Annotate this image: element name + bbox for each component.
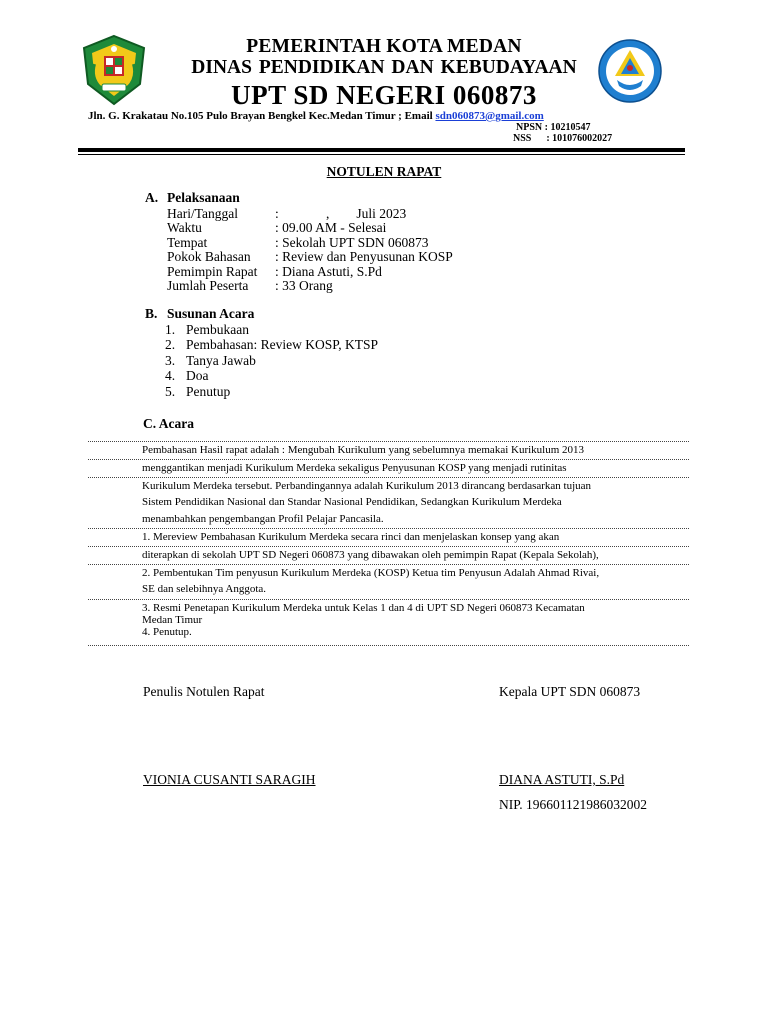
dotted-rule: [88, 459, 689, 460]
agenda-number: 1.: [165, 322, 176, 337]
npsn-number: NPSN : 10210547: [516, 122, 591, 133]
principal-nip: NIP. 196601121986032002: [499, 797, 648, 812]
section-a-heading: [145, 190, 240, 206]
detail-row: [167, 278, 333, 294]
minutes-line: Medan Timur: [142, 614, 203, 626]
notetaker-role: Penulis Notulen Rapat: [143, 684, 265, 699]
minutes-line: diterapkan di sekolah UPT SD Negeri 060873 yang dibawakan oleh pemimpin Rapat (Kepala Sekolah),: [142, 549, 599, 561]
dotted-rule: [88, 477, 689, 478]
detail-label: Hari/Tanggal: [167, 206, 239, 221]
detail-value: : 33 Orang: [275, 278, 333, 293]
agenda-item: [165, 337, 378, 353]
dotted-rule: [88, 441, 689, 442]
detail-row: [167, 249, 453, 265]
detail-value: : , Juli 2023: [275, 206, 407, 221]
agenda-text: Pembukaan: [186, 322, 249, 337]
detail-label: Waktu: [167, 220, 202, 235]
minutes-line: Sistem Pendidikan Nasional dan Standar Nasional Pendidikan, Sedangkan Kurikulum Merdeka: [142, 496, 562, 508]
minutes-line: 3. Resmi Penetapan Kurikulum Merdeka untuk Kelas 1 dan 4 di UPT SD Negeri 060873 Kecamatan: [142, 602, 585, 614]
detail-value: : Sekolah UPT SDN 060873: [275, 235, 429, 250]
dotted-rule: [88, 528, 689, 529]
agenda-text: Penutup: [186, 384, 231, 399]
agenda-item: [165, 368, 209, 384]
dotted-rule: [88, 599, 689, 600]
detail-label: Jumlah Peserta: [167, 278, 249, 293]
minutes-line: Kurikulum Merdeka tersebut. Perbandingannya adalah Kurikulum 2013 dirancang berdasarkan tujuan: [142, 480, 592, 492]
minutes-line: 4. Penutup.: [142, 626, 192, 638]
document-title: NOTULEN RAPAT: [326, 164, 442, 179]
detail-label: Tempat: [167, 235, 208, 250]
school-address: [88, 110, 544, 122]
agenda-number: 5.: [165, 384, 176, 399]
principal-role: Kepala UPT SDN 060873: [499, 684, 641, 699]
section-b-title: Susunan Acara: [167, 306, 255, 321]
section-b-heading: [145, 306, 254, 322]
section-b-letter: B.: [145, 306, 158, 321]
detail-value: : 09.00 AM - Selesai: [275, 220, 387, 235]
agenda-number: 4.: [165, 368, 176, 383]
email-link[interactable]: sdn060873@gmail.com: [435, 110, 544, 122]
detail-row: [167, 220, 386, 236]
agenda-number: 3.: [165, 353, 176, 368]
agenda-text: Pembahasan: Review KOSP, KTSP: [186, 337, 378, 352]
minutes-line: menggantikan menjadi Kurikulum Merdeka sekaligus Penyusunan KOSP yang menjadi rutinitas: [142, 462, 567, 474]
dotted-rule: [88, 564, 689, 565]
dotted-rule: [88, 645, 689, 646]
header-divider-thin: [78, 154, 685, 155]
minutes-line: SE dan selebihnya Anggota.: [142, 583, 267, 595]
minutes-line: 1. Mereview Pembahasan Kurikulum Merdeka secara rinci dan menjelaskan konsep yang akan: [142, 531, 560, 543]
minutes-line: 2. Pembentukan Tim penyusun Kurikulum Merdeka (KOSP) Ketua tim Penyusun Adalah Ahmad Rivai,: [142, 567, 600, 579]
school-name: UPT SD NEGERI 060873: [231, 80, 537, 110]
agenda-item: [165, 384, 230, 400]
dotted-rule: [88, 546, 689, 547]
section-a-letter: A.: [145, 190, 159, 205]
detail-label: Pokok Bahasan: [167, 249, 251, 264]
agenda-text: Tanya Jawab: [186, 353, 256, 368]
agenda-text: Doa: [186, 368, 209, 383]
principal-name: DIANA ASTUTI, S.Pd: [499, 772, 625, 787]
minutes-line: menambahkan pengembangan Profil Pelajar Pancasila.: [142, 513, 384, 525]
tut-wuri-handayani-logo: [597, 38, 663, 104]
agenda-number: 2.: [165, 337, 176, 352]
detail-value: : Review dan Penyusunan KOSP: [275, 249, 453, 264]
section-c-heading: C. Acara: [143, 416, 194, 431]
department-name: DINAS PENDIDIKAN DAN KEBUDAYAAN: [191, 57, 577, 78]
address-text: Jln. G. Krakatau No.105 Pulo Brayan Bengkel Kec.Medan Timur ; Email: [88, 110, 436, 122]
header-divider-thick: [78, 148, 685, 152]
detail-label: Pemimpin Rapat: [167, 264, 258, 279]
government-name: PEMERINTAH KOTA MEDAN: [246, 36, 522, 57]
section-a-title: Pelaksanaan: [167, 190, 240, 205]
notetaker-name: VIONIA CUSANTI SARAGIH: [143, 772, 316, 787]
detail-value: : Diana Astuti, S.Pd: [275, 264, 382, 279]
minutes-line: Pembahasan Hasil rapat adalah : Mengubah Kurikulum yang sebelumnya memakai Kurikulum 2013: [142, 444, 585, 456]
agenda-item: [165, 353, 256, 369]
nss-number: NSS : 101076002027: [513, 133, 613, 144]
agenda-item: [165, 322, 249, 338]
